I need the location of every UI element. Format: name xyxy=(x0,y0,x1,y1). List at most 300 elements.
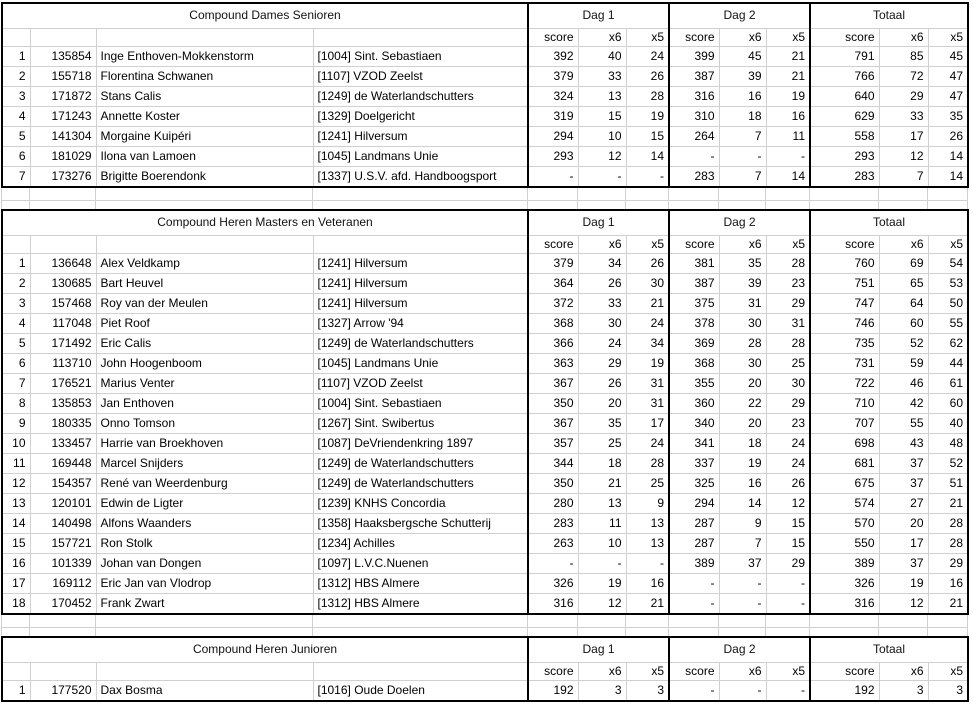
day1-x6-cell[interactable]: 13 xyxy=(578,494,626,514)
total-header[interactable]: Totaal xyxy=(810,3,968,29)
total-x5-cell[interactable]: 53 xyxy=(928,274,968,294)
day1-x6-cell[interactable]: 26 xyxy=(578,274,626,294)
total-x5-cell[interactable]: 3 xyxy=(928,681,968,702)
total-x6-cell[interactable]: 72 xyxy=(879,67,928,87)
day1-x6-label[interactable]: x6 xyxy=(578,29,626,47)
archer-id-cell[interactable]: 171243 xyxy=(30,107,96,127)
day1-score-cell[interactable]: 192 xyxy=(528,681,578,702)
archer-id-cell[interactable]: 157721 xyxy=(30,534,96,554)
day1-x5-cell[interactable]: 15 xyxy=(626,127,669,147)
day1-score-cell[interactable]: 319 xyxy=(528,107,578,127)
club-cell[interactable]: [1097] L.V.C.Nuenen xyxy=(313,554,528,574)
day1-x5-cell[interactable]: 19 xyxy=(626,107,669,127)
total-x5-cell[interactable]: 47 xyxy=(928,87,968,107)
day1-score-cell[interactable]: 324 xyxy=(528,87,578,107)
total-x6-cell[interactable]: 37 xyxy=(879,474,928,494)
day1-x5-cell[interactable]: 9 xyxy=(626,494,669,514)
total-x6-cell[interactable]: 20 xyxy=(879,514,928,534)
archer-id-cell[interactable]: 176521 xyxy=(30,374,96,394)
day2-x6-cell[interactable]: - xyxy=(719,594,766,615)
day1-score-cell[interactable]: - xyxy=(528,554,578,574)
day1-score-cell[interactable]: 263 xyxy=(528,534,578,554)
total-score-cell[interactable]: 192 xyxy=(810,681,879,702)
total-x5-cell[interactable]: 29 xyxy=(928,554,968,574)
day2-score-cell[interactable]: 287 xyxy=(669,534,719,554)
total-x6-cell[interactable]: 59 xyxy=(879,354,928,374)
day1-x6-cell[interactable]: 26 xyxy=(578,374,626,394)
total-x5-cell[interactable]: 14 xyxy=(928,167,968,188)
day2-x5-cell[interactable]: - xyxy=(766,681,810,702)
total-score-cell[interactable]: 558 xyxy=(810,127,879,147)
day2-score-cell[interactable]: 340 xyxy=(669,414,719,434)
archer-id-cell[interactable]: 169112 xyxy=(30,574,96,594)
archer-name-cell[interactable]: Onno Tomson xyxy=(96,414,313,434)
archer-id-cell[interactable]: 173276 xyxy=(30,167,96,188)
day1-score-cell[interactable]: 366 xyxy=(528,334,578,354)
day2-score-label[interactable]: score xyxy=(669,29,719,47)
archer-id-cell[interactable]: 157468 xyxy=(30,294,96,314)
archer-name-cell[interactable]: René van Weerdenburg xyxy=(96,474,313,494)
day1-score-cell[interactable]: 363 xyxy=(528,354,578,374)
rank-cell[interactable]: 9 xyxy=(2,414,30,434)
day2-score-cell[interactable]: 264 xyxy=(669,127,719,147)
club-cell[interactable]: [1312] HBS Almere xyxy=(313,574,528,594)
day2-x5-cell[interactable]: 24 xyxy=(766,454,810,474)
section-title[interactable]: Compound Heren Junioren xyxy=(2,637,528,663)
total-x6-cell[interactable]: 65 xyxy=(879,274,928,294)
archer-name-cell[interactable]: Ilona van Lamoen xyxy=(96,147,313,167)
club-cell[interactable]: [1045] Landmans Unie xyxy=(313,147,528,167)
day2-score-cell[interactable]: 337 xyxy=(669,454,719,474)
day1-x5-label[interactable]: x5 xyxy=(626,29,669,47)
club-cell[interactable]: [1267] Sint. Swibertus xyxy=(313,414,528,434)
day1-x5-cell[interactable]: 21 xyxy=(626,294,669,314)
day2-x5-cell[interactable]: 28 xyxy=(766,254,810,274)
club-cell[interactable]: [1329] Doelgericht xyxy=(313,107,528,127)
total-x6-cell[interactable]: 64 xyxy=(879,294,928,314)
archer-id-cell[interactable]: 120101 xyxy=(30,494,96,514)
day2-x5-cell[interactable]: - xyxy=(766,147,810,167)
total-score-cell[interactable]: 550 xyxy=(810,534,879,554)
club-cell[interactable]: [1312] HBS Almere xyxy=(313,594,528,615)
archer-id-cell[interactable]: 135853 xyxy=(30,394,96,414)
day2-score-cell[interactable]: 316 xyxy=(669,87,719,107)
day2-x6-cell[interactable]: 19 xyxy=(719,454,766,474)
day2-x6-cell[interactable]: - xyxy=(719,574,766,594)
club-cell[interactable]: [1358] Haaksbergsche Schutterij xyxy=(313,514,528,534)
total-score-cell[interactable]: 735 xyxy=(810,334,879,354)
archer-id-cell[interactable]: 113710 xyxy=(30,354,96,374)
club-cell[interactable]: [1234] Achilles xyxy=(313,534,528,554)
day1-x6-cell[interactable]: 40 xyxy=(578,47,626,67)
archer-name-cell[interactable]: Dax Bosma xyxy=(96,681,313,702)
archer-name-cell[interactable]: Eric Calis xyxy=(96,334,313,354)
total-x6-cell[interactable]: 37 xyxy=(879,554,928,574)
total-score-label[interactable]: score xyxy=(810,29,879,47)
day1-x5-cell[interactable]: 21 xyxy=(626,594,669,615)
day1-score-cell[interactable]: 364 xyxy=(528,274,578,294)
day2-x5-label[interactable]: x5 xyxy=(766,29,810,47)
day2-x5-cell[interactable]: 25 xyxy=(766,354,810,374)
day2-score-cell[interactable]: 375 xyxy=(669,294,719,314)
day1-x6-cell[interactable]: 34 xyxy=(578,254,626,274)
archer-id-cell[interactable]: 169448 xyxy=(30,454,96,474)
day1-score-cell[interactable]: 372 xyxy=(528,294,578,314)
rank-cell[interactable]: 3 xyxy=(2,87,30,107)
day1-x6-cell[interactable]: 19 xyxy=(578,574,626,594)
total-score-cell[interactable]: 629 xyxy=(810,107,879,127)
total-x6-cell[interactable]: 3 xyxy=(879,681,928,702)
total-score-cell[interactable]: 766 xyxy=(810,67,879,87)
archer-id-cell[interactable]: 171492 xyxy=(30,334,96,354)
rank-cell[interactable]: 12 xyxy=(2,474,30,494)
day2-x6-cell[interactable]: 14 xyxy=(719,494,766,514)
day2-score-cell[interactable]: 381 xyxy=(669,254,719,274)
archer-id-cell[interactable]: 177520 xyxy=(30,681,96,702)
day2-x5-cell[interactable]: 26 xyxy=(766,474,810,494)
day2-x5-cell[interactable]: 29 xyxy=(766,554,810,574)
club-cell[interactable]: [1249] de Waterlandschutters xyxy=(313,334,528,354)
total-x6-cell[interactable]: 7 xyxy=(879,167,928,188)
day2-score-cell[interactable]: - xyxy=(669,574,719,594)
rank-cell[interactable]: 14 xyxy=(2,514,30,534)
empty-cell[interactable] xyxy=(313,29,528,47)
day2-x6-cell[interactable]: 45 xyxy=(719,47,766,67)
day2-score-label[interactable]: score xyxy=(669,236,719,254)
day2-x5-cell[interactable]: 29 xyxy=(766,394,810,414)
total-score-cell[interactable]: 791 xyxy=(810,47,879,67)
day2-x5-cell[interactable]: 15 xyxy=(766,514,810,534)
day1-score-cell[interactable]: 357 xyxy=(528,434,578,454)
archer-name-cell[interactable]: Eric Jan van Vlodrop xyxy=(96,574,313,594)
total-x5-cell[interactable]: 52 xyxy=(928,454,968,474)
total-score-label[interactable]: score xyxy=(810,663,879,681)
day2-score-cell[interactable]: 325 xyxy=(669,474,719,494)
archer-id-cell[interactable]: 155718 xyxy=(30,67,96,87)
day2-x6-cell[interactable]: 7 xyxy=(719,127,766,147)
total-x6-label[interactable]: x6 xyxy=(879,663,928,681)
day2-x5-cell[interactable]: - xyxy=(766,594,810,615)
day1-x6-cell[interactable]: 11 xyxy=(578,514,626,534)
day2-x5-cell[interactable]: 21 xyxy=(766,67,810,87)
day1-score-cell[interactable]: 293 xyxy=(528,147,578,167)
total-x5-label[interactable]: x5 xyxy=(928,663,968,681)
day1-score-cell[interactable]: 392 xyxy=(528,47,578,67)
total-x6-cell[interactable]: 12 xyxy=(879,147,928,167)
archer-name-cell[interactable]: Florentina Schwanen xyxy=(96,67,313,87)
day1-score-cell[interactable]: 326 xyxy=(528,574,578,594)
day2-x5-cell[interactable]: 23 xyxy=(766,414,810,434)
rank-cell[interactable]: 13 xyxy=(2,494,30,514)
day1-x5-cell[interactable]: - xyxy=(626,167,669,188)
total-x6-cell[interactable]: 17 xyxy=(879,534,928,554)
day2-x6-cell[interactable]: 18 xyxy=(719,434,766,454)
day2-x5-cell[interactable]: 30 xyxy=(766,374,810,394)
day1-score-cell[interactable]: 350 xyxy=(528,474,578,494)
empty-cell[interactable] xyxy=(96,236,313,254)
empty-cell[interactable] xyxy=(30,663,96,681)
rank-cell[interactable]: 16 xyxy=(2,554,30,574)
club-cell[interactable]: [1004] Sint. Sebastiaen xyxy=(313,47,528,67)
day1-x6-cell[interactable]: 3 xyxy=(578,681,626,702)
day2-header[interactable]: Dag 2 xyxy=(669,210,810,236)
total-score-cell[interactable]: 283 xyxy=(810,167,879,188)
day2-score-cell[interactable]: 287 xyxy=(669,514,719,534)
day2-x5-cell[interactable]: 24 xyxy=(766,434,810,454)
day2-x6-cell[interactable]: 9 xyxy=(719,514,766,534)
day2-score-cell[interactable]: 378 xyxy=(669,314,719,334)
day2-x6-cell[interactable]: 20 xyxy=(719,414,766,434)
day2-x5-cell[interactable]: 21 xyxy=(766,47,810,67)
day2-x5-cell[interactable]: 16 xyxy=(766,107,810,127)
day1-x6-cell[interactable]: 21 xyxy=(578,474,626,494)
day1-x5-cell[interactable]: 13 xyxy=(626,534,669,554)
archer-name-cell[interactable]: Marius Venter xyxy=(96,374,313,394)
day2-x6-cell[interactable]: 22 xyxy=(719,394,766,414)
rank-cell[interactable]: 15 xyxy=(2,534,30,554)
total-score-cell[interactable]: 326 xyxy=(810,574,879,594)
rank-cell[interactable]: 1 xyxy=(2,681,30,702)
day1-x6-cell[interactable]: 33 xyxy=(578,294,626,314)
day2-score-cell[interactable]: 369 xyxy=(669,334,719,354)
rank-cell[interactable]: 4 xyxy=(2,314,30,334)
day1-x6-cell[interactable]: 35 xyxy=(578,414,626,434)
day1-score-cell[interactable]: 379 xyxy=(528,254,578,274)
total-x5-cell[interactable]: 48 xyxy=(928,434,968,454)
archer-name-cell[interactable]: Piet Roof xyxy=(96,314,313,334)
total-x6-cell[interactable]: 43 xyxy=(879,434,928,454)
club-cell[interactable]: [1241] Hilversum xyxy=(313,254,528,274)
archer-id-cell[interactable]: 180335 xyxy=(30,414,96,434)
total-x5-cell[interactable]: 35 xyxy=(928,107,968,127)
total-x6-cell[interactable]: 12 xyxy=(879,594,928,615)
day1-x6-cell[interactable]: 29 xyxy=(578,354,626,374)
club-cell[interactable]: [1337] U.S.V. afd. Handboogsport xyxy=(313,167,528,188)
club-cell[interactable]: [1241] Hilversum xyxy=(313,294,528,314)
archer-name-cell[interactable]: Harrie van Broekhoven xyxy=(96,434,313,454)
total-score-cell[interactable]: 747 xyxy=(810,294,879,314)
rank-cell[interactable]: 1 xyxy=(2,254,30,274)
total-score-cell[interactable]: 316 xyxy=(810,594,879,615)
day1-x6-cell[interactable]: 25 xyxy=(578,434,626,454)
total-x5-label[interactable]: x5 xyxy=(928,236,968,254)
day1-x5-cell[interactable]: 14 xyxy=(626,147,669,167)
day1-score-cell[interactable]: 367 xyxy=(528,414,578,434)
day1-x6-label[interactable]: x6 xyxy=(578,663,626,681)
club-cell[interactable]: [1087] DeVriendenkring 1897 xyxy=(313,434,528,454)
empty-cell[interactable] xyxy=(30,236,96,254)
archer-name-cell[interactable]: Bart Heuvel xyxy=(96,274,313,294)
total-score-cell[interactable]: 707 xyxy=(810,414,879,434)
day2-x6-cell[interactable]: 39 xyxy=(719,274,766,294)
day1-header[interactable]: Dag 1 xyxy=(528,637,669,663)
total-score-cell[interactable]: 293 xyxy=(810,147,879,167)
day1-x6-cell[interactable]: 33 xyxy=(578,67,626,87)
rank-cell[interactable]: 7 xyxy=(2,374,30,394)
archer-id-cell[interactable]: 154357 xyxy=(30,474,96,494)
day1-x5-cell[interactable]: 19 xyxy=(626,354,669,374)
day1-header[interactable]: Dag 1 xyxy=(528,210,669,236)
total-x6-label[interactable]: x6 xyxy=(879,236,928,254)
day2-x6-cell[interactable]: 7 xyxy=(719,534,766,554)
total-x6-cell[interactable]: 27 xyxy=(879,494,928,514)
day1-x5-cell[interactable]: 17 xyxy=(626,414,669,434)
day2-x5-cell[interactable]: 31 xyxy=(766,314,810,334)
day2-x6-label[interactable]: x6 xyxy=(719,663,766,681)
total-x6-cell[interactable]: 46 xyxy=(879,374,928,394)
day2-score-cell[interactable]: 355 xyxy=(669,374,719,394)
day2-x6-cell[interactable]: - xyxy=(719,681,766,702)
rank-cell[interactable]: 4 xyxy=(2,107,30,127)
day2-x5-cell[interactable]: 15 xyxy=(766,534,810,554)
day1-score-label[interactable]: score xyxy=(528,236,578,254)
total-x5-cell[interactable]: 45 xyxy=(928,47,968,67)
total-x5-label[interactable]: x5 xyxy=(928,29,968,47)
archer-name-cell[interactable]: Alfons Waanders xyxy=(96,514,313,534)
day1-x5-cell[interactable]: 26 xyxy=(626,254,669,274)
club-cell[interactable]: [1241] Hilversum xyxy=(313,127,528,147)
club-cell[interactable]: [1241] Hilversum xyxy=(313,274,528,294)
total-header[interactable]: Totaal xyxy=(810,210,968,236)
day1-score-cell[interactable]: 379 xyxy=(528,67,578,87)
day2-score-cell[interactable]: 294 xyxy=(669,494,719,514)
archer-id-cell[interactable]: 135854 xyxy=(30,47,96,67)
total-x6-cell[interactable]: 29 xyxy=(879,87,928,107)
total-x5-cell[interactable]: 40 xyxy=(928,414,968,434)
day2-x6-cell[interactable]: 16 xyxy=(719,87,766,107)
day1-score-label[interactable]: score xyxy=(528,29,578,47)
empty-cell[interactable] xyxy=(2,663,30,681)
day2-header[interactable]: Dag 2 xyxy=(669,637,810,663)
total-score-cell[interactable]: 731 xyxy=(810,354,879,374)
total-score-cell[interactable]: 760 xyxy=(810,254,879,274)
total-x5-cell[interactable]: 26 xyxy=(928,127,968,147)
day2-x5-cell[interactable]: 19 xyxy=(766,87,810,107)
day2-x5-cell[interactable]: 29 xyxy=(766,294,810,314)
rank-cell[interactable]: 18 xyxy=(2,594,30,615)
day1-x6-cell[interactable]: 18 xyxy=(578,454,626,474)
day1-x5-cell[interactable]: 25 xyxy=(626,474,669,494)
archer-name-cell[interactable]: Stans Calis xyxy=(96,87,313,107)
day2-x6-cell[interactable]: 37 xyxy=(719,554,766,574)
total-x6-cell[interactable]: 19 xyxy=(879,574,928,594)
total-score-cell[interactable]: 640 xyxy=(810,87,879,107)
rank-cell[interactable]: 2 xyxy=(2,67,30,87)
day1-x5-cell[interactable]: 16 xyxy=(626,574,669,594)
total-x5-cell[interactable]: 21 xyxy=(928,494,968,514)
day1-header[interactable]: Dag 1 xyxy=(528,3,669,29)
rank-cell[interactable]: 8 xyxy=(2,394,30,414)
day2-score-cell[interactable]: 399 xyxy=(669,47,719,67)
day2-x5-cell[interactable]: - xyxy=(766,574,810,594)
archer-name-cell[interactable]: Morgaine Kuipéri xyxy=(96,127,313,147)
day1-score-cell[interactable]: 316 xyxy=(528,594,578,615)
empty-cell[interactable] xyxy=(2,29,30,47)
day1-x6-cell[interactable]: - xyxy=(578,167,626,188)
day2-x6-cell[interactable]: 30 xyxy=(719,314,766,334)
day1-x5-label[interactable]: x5 xyxy=(626,236,669,254)
archer-name-cell[interactable]: Ron Stolk xyxy=(96,534,313,554)
total-x5-cell[interactable]: 21 xyxy=(928,594,968,615)
total-x6-cell[interactable]: 37 xyxy=(879,454,928,474)
empty-cell[interactable] xyxy=(96,663,313,681)
day2-x5-cell[interactable]: 11 xyxy=(766,127,810,147)
day1-x5-cell[interactable]: 28 xyxy=(626,454,669,474)
total-x6-cell[interactable]: 17 xyxy=(879,127,928,147)
day2-score-cell[interactable]: 283 xyxy=(669,167,719,188)
rank-cell[interactable]: 1 xyxy=(2,47,30,67)
day2-x5-cell[interactable]: 14 xyxy=(766,167,810,188)
archer-id-cell[interactable]: 170452 xyxy=(30,594,96,615)
day1-score-cell[interactable]: 344 xyxy=(528,454,578,474)
day2-score-cell[interactable]: - xyxy=(669,147,719,167)
day1-score-cell[interactable]: - xyxy=(528,167,578,188)
day2-x5-label[interactable]: x5 xyxy=(766,236,810,254)
day1-x5-label[interactable]: x5 xyxy=(626,663,669,681)
rank-cell[interactable]: 7 xyxy=(2,167,30,188)
archer-id-cell[interactable]: 133457 xyxy=(30,434,96,454)
day1-x5-cell[interactable]: 24 xyxy=(626,47,669,67)
day1-x6-cell[interactable]: 20 xyxy=(578,394,626,414)
day1-score-cell[interactable]: 280 xyxy=(528,494,578,514)
archer-name-cell[interactable]: Inge Enthoven-Mokkenstorm xyxy=(96,47,313,67)
total-x5-cell[interactable]: 62 xyxy=(928,334,968,354)
archer-name-cell[interactable]: Alex Veldkamp xyxy=(96,254,313,274)
day1-x5-cell[interactable]: 3 xyxy=(626,681,669,702)
day2-x6-label[interactable]: x6 xyxy=(719,236,766,254)
rank-cell[interactable]: 10 xyxy=(2,434,30,454)
archer-name-cell[interactable]: Marcel Snijders xyxy=(96,454,313,474)
day1-x5-cell[interactable]: 13 xyxy=(626,514,669,534)
total-score-cell[interactable]: 746 xyxy=(810,314,879,334)
archer-id-cell[interactable]: 117048 xyxy=(30,314,96,334)
day1-score-label[interactable]: score xyxy=(528,663,578,681)
day2-score-cell[interactable]: 387 xyxy=(669,274,719,294)
rank-cell[interactable]: 11 xyxy=(2,454,30,474)
day1-score-cell[interactable]: 350 xyxy=(528,394,578,414)
day1-score-cell[interactable]: 294 xyxy=(528,127,578,147)
total-score-cell[interactable]: 710 xyxy=(810,394,879,414)
total-x6-cell[interactable]: 42 xyxy=(879,394,928,414)
total-score-cell[interactable]: 574 xyxy=(810,494,879,514)
archer-name-cell[interactable]: Jan Enthoven xyxy=(96,394,313,414)
club-cell[interactable]: [1239] KNHS Concordia xyxy=(313,494,528,514)
day2-score-label[interactable]: score xyxy=(669,663,719,681)
day2-score-cell[interactable]: - xyxy=(669,681,719,702)
day1-x6-label[interactable]: x6 xyxy=(578,236,626,254)
total-score-cell[interactable]: 389 xyxy=(810,554,879,574)
day1-x5-cell[interactable]: 31 xyxy=(626,374,669,394)
day2-x5-cell[interactable]: 28 xyxy=(766,334,810,354)
day1-score-cell[interactable]: 367 xyxy=(528,374,578,394)
total-x5-cell[interactable]: 47 xyxy=(928,67,968,87)
club-cell[interactable]: [1045] Landmans Unie xyxy=(313,354,528,374)
club-cell[interactable]: [1327] Arrow '94 xyxy=(313,314,528,334)
day1-x5-cell[interactable]: - xyxy=(626,554,669,574)
day1-x5-cell[interactable]: 34 xyxy=(626,334,669,354)
day2-x6-cell[interactable]: 7 xyxy=(719,167,766,188)
day2-score-cell[interactable]: 368 xyxy=(669,354,719,374)
total-score-cell[interactable]: 681 xyxy=(810,454,879,474)
total-score-cell[interactable]: 570 xyxy=(810,514,879,534)
total-x5-cell[interactable]: 55 xyxy=(928,314,968,334)
archer-id-cell[interactable]: 171872 xyxy=(30,87,96,107)
day2-header[interactable]: Dag 2 xyxy=(669,3,810,29)
day1-x6-cell[interactable]: 10 xyxy=(578,127,626,147)
club-cell[interactable]: [1004] Sint. Sebastiaen xyxy=(313,394,528,414)
day2-x6-cell[interactable]: 20 xyxy=(719,374,766,394)
day2-x5-cell[interactable]: 23 xyxy=(766,274,810,294)
